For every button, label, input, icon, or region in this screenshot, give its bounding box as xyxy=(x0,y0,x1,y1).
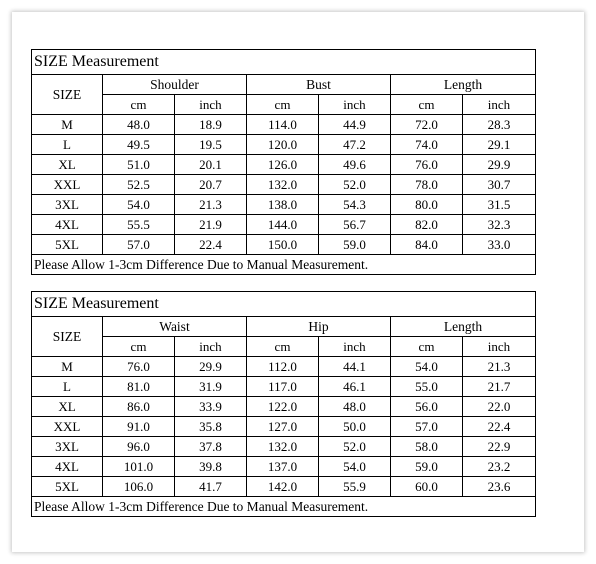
table-cell: 58.0 xyxy=(391,437,463,457)
table-cell: 120.0 xyxy=(247,135,319,155)
table-cell: 112.0 xyxy=(247,357,319,377)
table-row xyxy=(32,235,536,255)
table-cell: 44.1 xyxy=(319,357,391,377)
table-cell: 48.0 xyxy=(103,115,175,135)
group-header: Length xyxy=(391,75,536,95)
unit-header: inch xyxy=(463,95,536,115)
table-cell: 137.0 xyxy=(247,457,319,477)
table-cell: 22.4 xyxy=(175,235,247,255)
table-cell: 29.9 xyxy=(463,155,536,175)
table-cell: XXL xyxy=(32,417,103,437)
group-header: Hip xyxy=(247,317,391,337)
table-cell: 117.0 xyxy=(247,377,319,397)
table-cell: 18.9 xyxy=(175,115,247,135)
unit-header: cm xyxy=(103,337,175,357)
table-cell: 19.5 xyxy=(175,135,247,155)
table-title: SIZE Measurement xyxy=(32,50,536,75)
table-cell: 21.3 xyxy=(175,195,247,215)
table-cell: 56.0 xyxy=(391,397,463,417)
table-cell: 33.9 xyxy=(175,397,247,417)
table-cell: 35.8 xyxy=(175,417,247,437)
table-cell: 46.1 xyxy=(319,377,391,397)
table-cell: 96.0 xyxy=(103,437,175,457)
table-cell: 31.9 xyxy=(175,377,247,397)
table-title: SIZE Measurement xyxy=(32,292,536,317)
table-cell: 54.0 xyxy=(391,357,463,377)
table-cell: 31.5 xyxy=(463,195,536,215)
table-cell: 22.9 xyxy=(463,437,536,457)
group-header: Length xyxy=(391,317,536,337)
table-cell: 127.0 xyxy=(247,417,319,437)
table-cell: 23.6 xyxy=(463,477,536,497)
size-column-header: SIZE xyxy=(32,317,103,357)
table-cell: 39.8 xyxy=(175,457,247,477)
measurement-note: Please Allow 1-3cm Difference Due to Manual Measurement. xyxy=(32,497,536,517)
measurement-note: Please Allow 1-3cm Difference Due to Manual Measurement. xyxy=(32,255,536,275)
table-cell: XL xyxy=(32,397,103,417)
table-cell: 57.0 xyxy=(391,417,463,437)
table-cell: 101.0 xyxy=(103,457,175,477)
table-cell: L xyxy=(32,135,103,155)
table-cell: 28.3 xyxy=(463,115,536,135)
table-cell: 114.0 xyxy=(247,115,319,135)
table-cell: 60.0 xyxy=(391,477,463,497)
table-cell: 144.0 xyxy=(247,215,319,235)
table-cell: 4XL xyxy=(32,457,103,477)
table-cell: 23.2 xyxy=(463,457,536,477)
group-header: Shoulder xyxy=(103,75,247,95)
unit-header: inch xyxy=(319,337,391,357)
table-title-row xyxy=(32,50,536,75)
unit-header: cm xyxy=(391,95,463,115)
table-cell: 54.0 xyxy=(319,457,391,477)
table-row xyxy=(32,477,536,497)
table-cell: 4XL xyxy=(32,215,103,235)
table-cell: XXL xyxy=(32,175,103,195)
table-cell: 5XL xyxy=(32,235,103,255)
table-cell: 132.0 xyxy=(247,175,319,195)
table-cell: XL xyxy=(32,155,103,175)
table-cell: 76.0 xyxy=(391,155,463,175)
table-cell: 80.0 xyxy=(391,195,463,215)
table-row xyxy=(32,155,536,175)
table-cell: 74.0 xyxy=(391,135,463,155)
unit-header-row xyxy=(32,337,536,357)
table-cell: 56.7 xyxy=(319,215,391,235)
table-cell: 37.8 xyxy=(175,437,247,457)
table-cell: 138.0 xyxy=(247,195,319,215)
table-cell: 84.0 xyxy=(391,235,463,255)
table-cell: 29.9 xyxy=(175,357,247,377)
table-cell: 59.0 xyxy=(391,457,463,477)
table-cell: 48.0 xyxy=(319,397,391,417)
table-row xyxy=(32,437,536,457)
table-cell: 122.0 xyxy=(247,397,319,417)
table-cell: 49.6 xyxy=(319,155,391,175)
table-cell: L xyxy=(32,377,103,397)
unit-header-row xyxy=(32,95,536,115)
table-cell: 47.2 xyxy=(319,135,391,155)
table-cell: 76.0 xyxy=(103,357,175,377)
table-cell: 82.0 xyxy=(391,215,463,235)
table-cell: 54.3 xyxy=(319,195,391,215)
unit-header: inch xyxy=(319,95,391,115)
table-cell: 30.7 xyxy=(463,175,536,195)
table-cell: 55.9 xyxy=(319,477,391,497)
table-row xyxy=(32,215,536,235)
table-cell: 142.0 xyxy=(247,477,319,497)
table-row xyxy=(32,135,536,155)
table-cell: 3XL xyxy=(32,195,103,215)
table-cell: 52.0 xyxy=(319,437,391,457)
table-cell: 106.0 xyxy=(103,477,175,497)
table-cell: 3XL xyxy=(32,437,103,457)
table-cell: 50.0 xyxy=(319,417,391,437)
unit-header: cm xyxy=(103,95,175,115)
table-row xyxy=(32,397,536,417)
table-cell: M xyxy=(32,115,103,135)
table-row xyxy=(32,417,536,437)
table-cell: 55.0 xyxy=(391,377,463,397)
unit-header: inch xyxy=(463,337,536,357)
table-cell: 91.0 xyxy=(103,417,175,437)
table-cell: 32.3 xyxy=(463,215,536,235)
table-cell: 21.9 xyxy=(175,215,247,235)
table-cell: 55.5 xyxy=(103,215,175,235)
table-cell: 20.7 xyxy=(175,175,247,195)
table-cell: 41.7 xyxy=(175,477,247,497)
table-cell: 54.0 xyxy=(103,195,175,215)
table-cell: 5XL xyxy=(32,477,103,497)
table-cell: 81.0 xyxy=(103,377,175,397)
table-cell: 132.0 xyxy=(247,437,319,457)
table-cell: 33.0 xyxy=(463,235,536,255)
table-row xyxy=(32,357,536,377)
unit-header: cm xyxy=(391,337,463,357)
table-row xyxy=(32,457,536,477)
table-row xyxy=(32,115,536,135)
table-cell: 59.0 xyxy=(319,235,391,255)
table-row xyxy=(32,377,536,397)
table-cell: 51.0 xyxy=(103,155,175,175)
table-cell: 72.0 xyxy=(391,115,463,135)
table-cell: 52.0 xyxy=(319,175,391,195)
group-header: Waist xyxy=(103,317,247,337)
table-cell: M xyxy=(32,357,103,377)
table-cell: 49.5 xyxy=(103,135,175,155)
table-cell: 126.0 xyxy=(247,155,319,175)
table-cell: 21.7 xyxy=(463,377,536,397)
note-row xyxy=(32,255,536,275)
size-column-header: SIZE xyxy=(32,75,103,115)
table-cell: 44.9 xyxy=(319,115,391,135)
table-title-row xyxy=(32,292,536,317)
table-cell: 52.5 xyxy=(103,175,175,195)
size-measurement-table-bottom xyxy=(31,291,536,517)
group-header: Bust xyxy=(247,75,391,95)
table-cell: 57.0 xyxy=(103,235,175,255)
group-header-row xyxy=(32,75,536,95)
unit-header: inch xyxy=(175,95,247,115)
note-row xyxy=(32,497,536,517)
table-row xyxy=(32,175,536,195)
table-cell: 29.1 xyxy=(463,135,536,155)
table-row xyxy=(32,195,536,215)
table-cell: 150.0 xyxy=(247,235,319,255)
group-header-row xyxy=(32,317,536,337)
table-cell: 22.0 xyxy=(463,397,536,417)
table-cell: 86.0 xyxy=(103,397,175,417)
unit-header: inch xyxy=(175,337,247,357)
table-cell: 20.1 xyxy=(175,155,247,175)
table-cell: 22.4 xyxy=(463,417,536,437)
table-cell: 21.3 xyxy=(463,357,536,377)
table-cell: 78.0 xyxy=(391,175,463,195)
unit-header: cm xyxy=(247,337,319,357)
unit-header: cm xyxy=(247,95,319,115)
size-measurement-table-top xyxy=(31,49,536,275)
